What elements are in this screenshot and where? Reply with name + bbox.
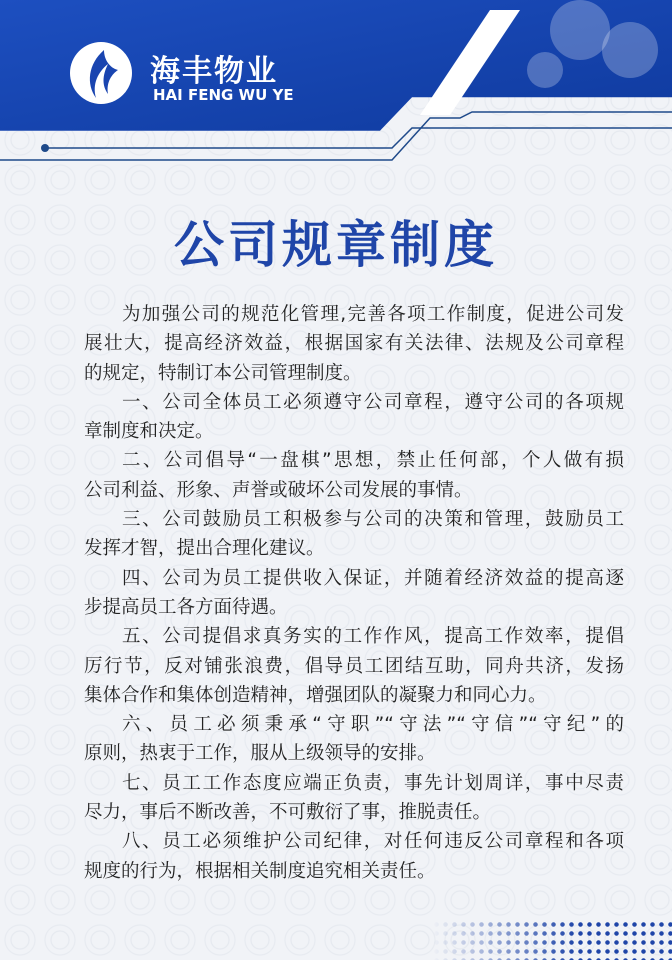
paragraph-line: 发挥才智，提出合理化建议。	[84, 538, 325, 560]
page-title: 公司规章制度	[174, 215, 498, 274]
regulations-body	[84, 300, 624, 886]
paragraph-line: 尽力，事后不断改善，不可敷衍了事，推脱责任。	[84, 802, 492, 824]
paragraph-line: 二、公司倡导“一盘棋”思想，禁止任何部，个人做有损	[122, 450, 624, 472]
paragraph-line: 一、公司全体员工必须遵守公司章程，遵守公司的各项规	[122, 391, 624, 413]
paragraph	[84, 622, 624, 710]
paragraph-line: 七、员工工作态度应端正负责，事先计划周详，事中尽责	[122, 772, 624, 794]
paragraph-line: 三、公司鼓励员工积极参与公司的决策和管理，鼓励员工	[122, 509, 624, 531]
paragraph	[84, 710, 624, 769]
paragraph-line: 八、员工必须维护公司纪律，对任何违反公司章程和各项	[122, 831, 624, 853]
paragraph	[84, 827, 624, 886]
paragraph-line: 厉行节，反对铺张浪费，倡导员工团结互助，同舟共济，发扬	[84, 655, 624, 677]
header-banner	[0, 0, 672, 180]
decorative-dots	[432, 920, 672, 960]
logo-icon	[70, 42, 132, 104]
brand-name-en: HAI FENG WU YE	[153, 86, 294, 104]
paragraph-line: 集体合作和集体创造精神，增强团队的凝聚力和同心力。	[84, 684, 547, 706]
paragraph-line: 规度的行为，根据相关制度追究相关责任。	[84, 860, 436, 882]
paragraph	[84, 446, 624, 505]
paragraph	[84, 505, 624, 564]
paragraph	[84, 769, 624, 828]
paragraph-line: 五、公司提倡求真务实的工作作风，提高工作效率，提倡	[122, 626, 624, 648]
paragraph-line: 的规定，特制订本公司管理制度。	[84, 362, 362, 384]
brand-name-cn: 海丰物业	[150, 54, 278, 89]
paragraph	[84, 564, 624, 623]
paragraph-line: 为加强公司的规范化管理,完善各项工作制度，促进公司发	[122, 304, 624, 325]
paragraph-line: 四、公司为员工提供收入保证，并随着经济效益的提高逐	[122, 567, 624, 589]
paragraph-line: 原则，热衷于工作，服从上级领导的安排。	[84, 743, 436, 765]
paragraph-line: 步提高员工各方面待遇。	[84, 596, 288, 618]
paragraph-line: 展壮大，提高经济效益，根据国家有关法律、法规及公司章程	[84, 333, 624, 355]
paragraph-line: 章制度和决定。	[84, 421, 214, 443]
paragraph	[84, 388, 624, 447]
paragraph	[84, 300, 624, 388]
paragraph-line: 六、员工必须秉承“守职”“守法”“守信”“守纪”的	[122, 714, 624, 736]
paragraph-line: 公司利益、形象、声誉或破坏公司发展的事情。	[84, 479, 473, 501]
